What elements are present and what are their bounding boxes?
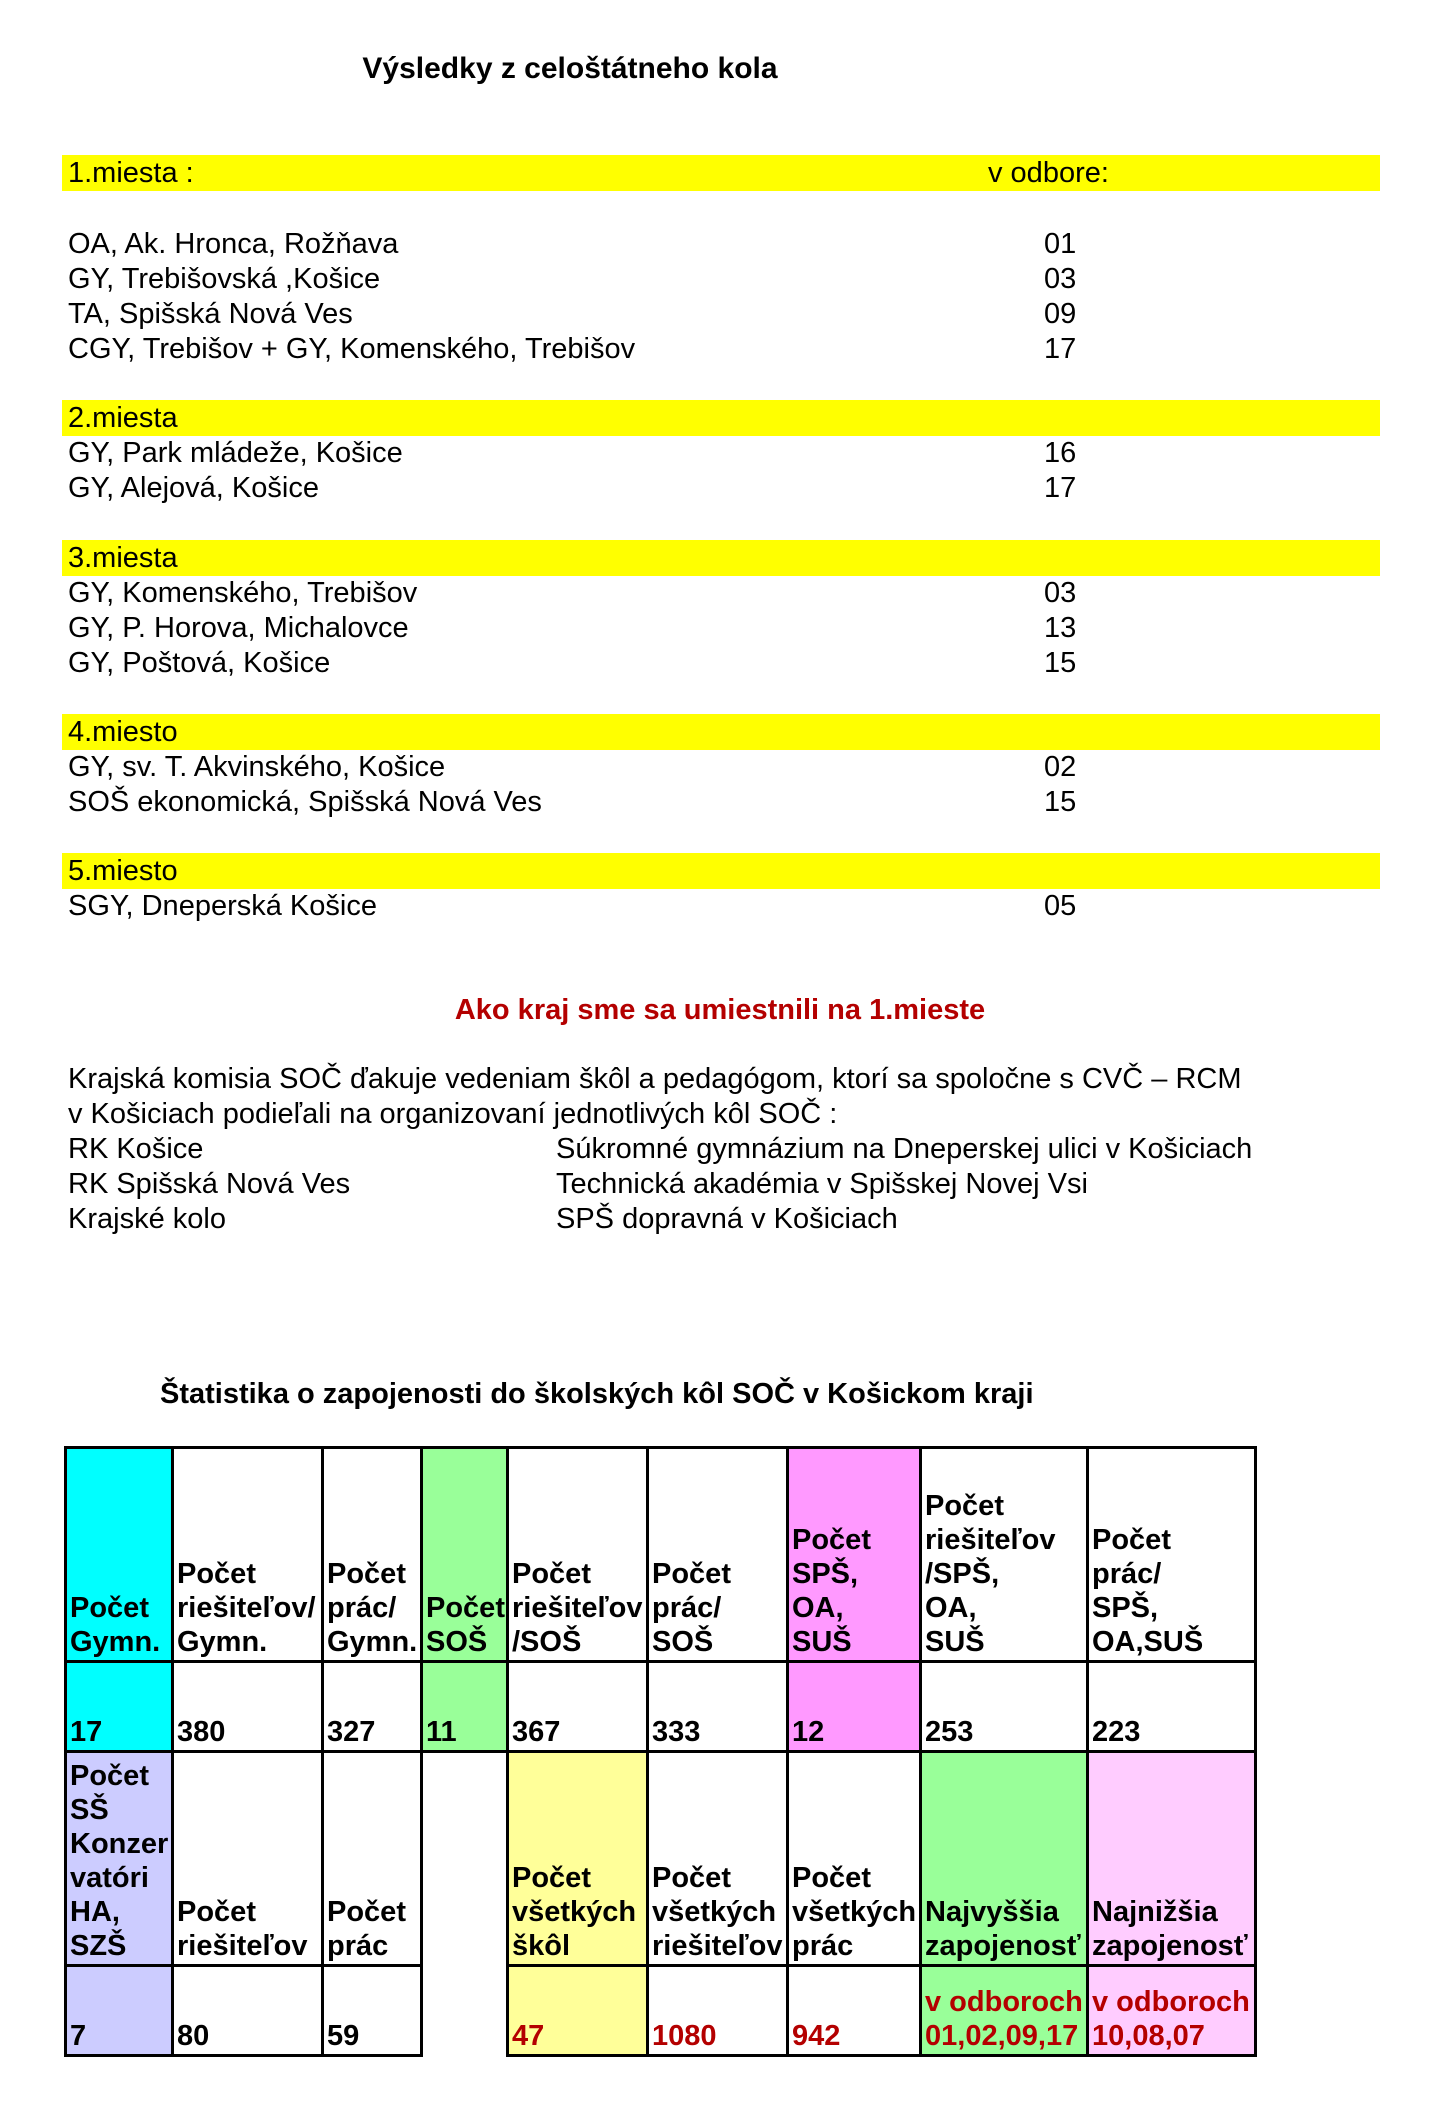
cell-text: SPŠ,	[1092, 1592, 1159, 1624]
cell-text: riešiteľov	[177, 1930, 308, 1962]
list-item: TA, Spišská Nová Ves	[68, 298, 353, 330]
table-cell	[171, 1660, 324, 1753]
cell-text: Počet	[327, 1896, 406, 1928]
cell-text: zapojenosť	[925, 1930, 1081, 1962]
table-cell	[919, 1660, 1089, 1753]
table-cell	[64, 1750, 174, 1967]
cell-text: 7	[70, 2020, 87, 2052]
cell-text: /SPŠ,	[925, 1558, 1000, 1590]
table-cell	[919, 1964, 1089, 2057]
cell-text: SUŠ	[925, 1626, 985, 1658]
cell-text: škôl	[512, 1930, 571, 1962]
cell-text: všetkých	[792, 1896, 917, 1928]
table-cell	[646, 1964, 789, 2057]
cell-text: prác/	[327, 1592, 397, 1624]
cell-text: vatóri	[70, 1862, 149, 1894]
list-item: OA, Ak. Hronca, Rožňava	[68, 228, 399, 260]
field-code: 03	[1044, 263, 1077, 295]
cell-text: Počet	[512, 1862, 591, 1894]
region-result: Ako kraj sme sa umiestnili na 1.mieste	[454, 994, 986, 1026]
cell-text: SOŠ	[426, 1626, 488, 1658]
cell-text: Počet	[177, 1558, 256, 1590]
field-code: 15	[1044, 647, 1077, 679]
cell-text: Počet	[792, 1524, 871, 1556]
cell-text: SŠ	[70, 1794, 109, 1826]
round-host: SPŠ dopravná v Košiciach	[556, 1203, 898, 1235]
table-cell	[646, 1660, 789, 1753]
cell-text: riešiteľov/	[177, 1592, 316, 1624]
table-cell	[786, 1964, 922, 2057]
table-cell	[171, 1964, 324, 2057]
table-cell	[171, 1446, 324, 1663]
table-cell	[506, 1660, 649, 1753]
cell-text: 17	[70, 1716, 103, 1748]
cell-text: 253	[925, 1716, 974, 1748]
cell-text: riešiteľov	[925, 1524, 1056, 1556]
cell-text: 223	[1092, 1716, 1141, 1748]
cell-text: Gymn.	[327, 1626, 418, 1658]
section-heading: 4.miesto	[68, 716, 178, 748]
table-cell	[646, 1750, 789, 1967]
thanks-line: v Košiciach podieľali na organizovaní jednotlivých kôl SOČ :	[68, 1098, 838, 1130]
cell-text: Počet	[652, 1862, 731, 1894]
cell-text: všetkých	[512, 1896, 637, 1928]
table-cell	[321, 1446, 423, 1663]
table-cell	[1086, 1446, 1257, 1663]
table-cell	[506, 1750, 649, 1967]
cell-text: prác	[327, 1930, 389, 1962]
stats-title: Štatistika o zapojenosti do školských kôl SOČ v Košickom kraji	[160, 1378, 1034, 1410]
list-item: GY, Komenského, Trebišov	[68, 577, 418, 609]
cell-text: všetkých	[652, 1896, 777, 1928]
list-item: CGY, Trebišov + GY, Komenského, Trebišov	[68, 333, 636, 365]
section-heading: 2.miesta	[68, 402, 178, 434]
thanks-line: Krajská komisia SOČ ďakuje vedeniam škôl a pedagógom, ktorí sa spoločne s CVČ – RCM	[68, 1063, 1242, 1095]
cell-text: SUŠ	[792, 1626, 852, 1658]
table-cell	[321, 1660, 423, 1753]
field-code: 05	[1044, 890, 1077, 922]
cell-text: Počet	[512, 1558, 591, 1590]
cell-text: 47	[512, 2020, 545, 2052]
section-heading: 3.miesta	[68, 542, 178, 574]
round-host: Technická akadémia v Spišskej Novej Vsi	[556, 1168, 1088, 1200]
cell-text: Gymn.	[177, 1626, 268, 1658]
cell-text: 12	[792, 1716, 825, 1748]
cell-text: riešiteľov	[512, 1592, 643, 1624]
round-host: Súkromné gymnázium na Dneperskej ulici v Košiciach	[556, 1133, 1253, 1165]
cell-text: 80	[177, 2020, 210, 2052]
cell-text: 942	[792, 2020, 841, 2052]
field-code: 03	[1044, 577, 1077, 609]
cell-text: zapojenosť	[1092, 1930, 1248, 1962]
field-code: 09	[1044, 298, 1077, 330]
cell-text: SPŠ,	[792, 1558, 859, 1590]
table-cell	[64, 1964, 174, 2057]
table-cell	[321, 1750, 423, 1967]
table-cell	[64, 1446, 174, 1663]
cell-text: 59	[327, 2020, 360, 2052]
cell-text: riešiteľov	[652, 1930, 783, 1962]
round-name: Krajské kolo	[68, 1203, 226, 1235]
cell-text: Gymn.	[70, 1626, 161, 1658]
cell-text: /SOŠ	[512, 1626, 582, 1658]
list-item: GY, sv. T. Akvinského, Košice	[68, 751, 446, 783]
list-item: SOŠ ekonomická, Spišská Nová Ves	[68, 786, 542, 818]
table-cell	[420, 1446, 509, 1663]
cell-text: v odboroch	[1092, 1986, 1250, 2018]
section-bar-1	[62, 155, 1380, 191]
field-code: 02	[1044, 751, 1077, 783]
list-item: GY, Park mládeže, Košice	[68, 437, 403, 469]
field-code: 17	[1044, 333, 1077, 365]
table-cell	[506, 1446, 649, 1663]
cell-text: OA,SUŠ	[1092, 1626, 1204, 1658]
cell-text: Počet	[70, 1592, 149, 1624]
section-heading: 1.miesta :	[68, 157, 194, 189]
field-code: 16	[1044, 437, 1077, 469]
table-cell	[171, 1750, 324, 1967]
field-code: 13	[1044, 612, 1077, 644]
cell-text: OA,	[792, 1592, 844, 1624]
cell-text: 11	[426, 1716, 457, 1748]
cell-text: HA,	[70, 1896, 120, 1928]
section-bar-4	[62, 714, 1380, 750]
table-cell	[786, 1750, 922, 1967]
cell-text: SZŠ	[70, 1930, 127, 1962]
cell-text: Počet	[327, 1558, 406, 1590]
cell-text: Najvyššia	[925, 1896, 1059, 1928]
cell-text: v odboroch	[925, 1986, 1083, 2018]
cell-text: Počet	[925, 1490, 1004, 1522]
cell-text: Počet	[70, 1760, 149, 1792]
table-cell	[1086, 1750, 1257, 1967]
list-item: GY, Trebišovská ,Košice	[68, 263, 381, 295]
table-cell	[786, 1660, 922, 1753]
cell-text: SOŠ	[652, 1626, 714, 1658]
cell-text: Počet	[652, 1558, 731, 1590]
table-cell	[64, 1660, 174, 1753]
cell-text: 327	[327, 1716, 376, 1748]
cell-text: Najnižšia	[1092, 1896, 1218, 1928]
section-bar-3	[62, 540, 1380, 576]
cell-text: prác/	[1092, 1558, 1162, 1590]
cell-text: 380	[177, 1716, 226, 1748]
table-cell	[786, 1446, 922, 1663]
cell-text: prác/	[652, 1592, 722, 1624]
round-name: RK Spišská Nová Ves	[68, 1168, 351, 1200]
section-bar-2	[62, 400, 1380, 436]
cell-text: 333	[652, 1716, 701, 1748]
cell-text: OA,	[925, 1592, 977, 1624]
table-cell	[1086, 1964, 1257, 2057]
list-item: GY, Alejová, Košice	[68, 472, 319, 504]
round-name: RK Košice	[68, 1133, 204, 1165]
field-code: 15	[1044, 786, 1077, 818]
table-cell	[919, 1446, 1089, 1663]
cell-text: Počet	[1092, 1524, 1171, 1556]
list-item: SGY, Dneperská Košice	[68, 890, 377, 922]
section-heading: 5.miesto	[68, 855, 178, 887]
field-heading: v odbore:	[988, 157, 1109, 189]
field-code: 01	[1044, 228, 1077, 260]
cell-text: prác	[792, 1930, 854, 1962]
section-bar-5	[62, 853, 1380, 889]
table-cell	[646, 1446, 789, 1663]
table-cell	[506, 1964, 649, 2057]
cell-text: 01,02,09,17	[925, 2020, 1079, 2052]
cell-text: Počet	[177, 1896, 256, 1928]
list-item: GY, Poštová, Košice	[68, 647, 331, 679]
table-cell	[1086, 1660, 1257, 1753]
cell-text: Konzer	[70, 1828, 169, 1860]
table-cell	[919, 1750, 1089, 1967]
cell-text: Počet	[426, 1592, 505, 1624]
field-code: 17	[1044, 472, 1077, 504]
page-title: Výsledky z celoštátneho kola	[362, 52, 778, 85]
cell-text: 367	[512, 1716, 561, 1748]
list-item: GY, P. Horova, Michalovce	[68, 612, 409, 644]
cell-text: 1080	[652, 2020, 717, 2052]
table-cell	[420, 1660, 509, 1753]
cell-text: 10,08,07	[1092, 2020, 1205, 2052]
table-cell	[321, 1964, 423, 2057]
cell-text: Počet	[792, 1862, 871, 1894]
